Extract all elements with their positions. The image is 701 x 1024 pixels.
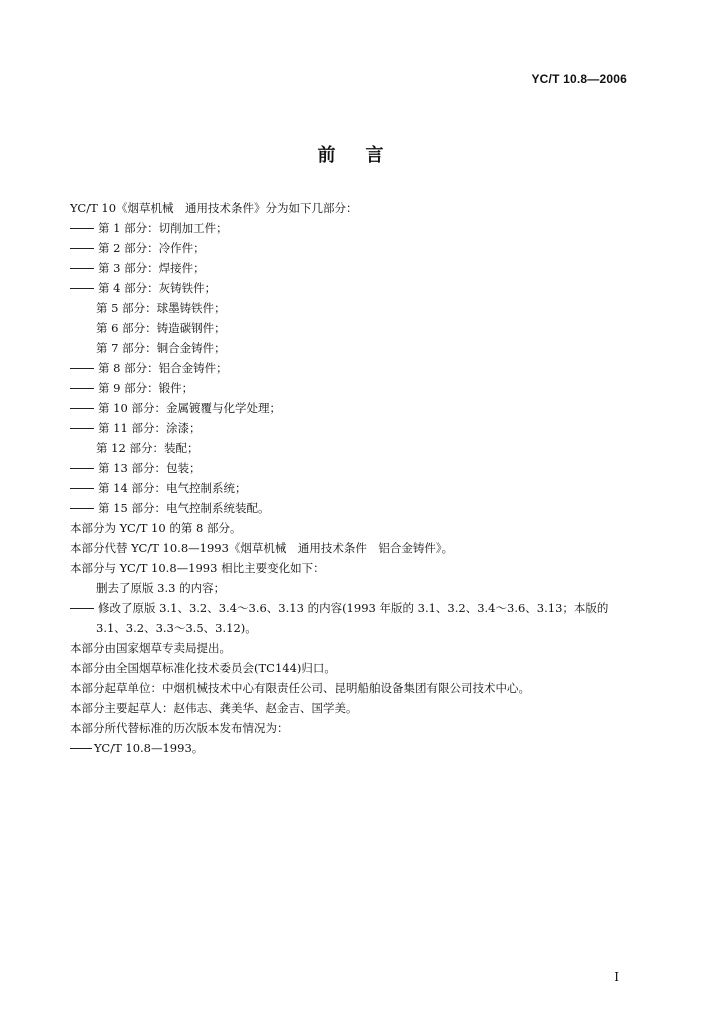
paragraph-line: [70, 518, 636, 538]
page-number: I: [614, 970, 619, 984]
document-body: [70, 198, 636, 758]
em-dash-marker: [70, 248, 94, 249]
em-dash-marker: [70, 748, 92, 749]
line-text: 第 2 部分：冷作件；: [98, 241, 205, 255]
paragraph-line: [70, 438, 636, 458]
paragraph-line: [70, 638, 636, 658]
line-text: 删去了原版 3.3 的内容；: [96, 581, 226, 595]
paragraph-line: [70, 558, 636, 578]
line-text: 第 14 部分：电气控制系统；: [98, 481, 247, 495]
em-dash-marker: [70, 608, 94, 609]
paragraph-line: [70, 678, 636, 698]
line-text: 第 11 部分：涂漆；: [98, 421, 201, 435]
paragraph-line: [70, 298, 636, 318]
line-text: 第 12 部分：装配；: [96, 441, 199, 455]
line-text: 修改了原版 3.1、3.2、3.4～3.6、3.13 的内容(1993 年版的 3.1、3.2、3.4～3.6、3.13；本版的: [98, 601, 609, 615]
paragraph-line: [70, 578, 636, 598]
em-dash-marker: [70, 368, 94, 369]
line-text: 本部分由全国烟草标准化技术委员会(TC144)归口。: [70, 661, 336, 675]
list-item: [70, 458, 636, 478]
line-text: 3.1、3.2、3.3～3.5、3.12)。: [96, 621, 257, 635]
paragraph-line: [70, 318, 636, 338]
em-dash-marker: [70, 388, 94, 389]
em-dash-marker: [70, 288, 94, 289]
list-item: [70, 278, 636, 298]
page-title: 前言: [317, 145, 414, 166]
paragraph-line: [70, 538, 636, 558]
paragraph-line: [70, 198, 636, 218]
line-text: 第 15 部分：电气控制系统装配。: [98, 501, 270, 515]
paragraph-line: [70, 618, 636, 638]
list-item: [70, 218, 636, 238]
paragraph-line: [70, 658, 636, 678]
line-text: 第 6 部分：铸造碳钢件；: [96, 321, 226, 335]
line-text: YC/T 10《烟草机械 通用技术条件》分为如下几部分：: [70, 201, 358, 215]
list-item: [70, 378, 636, 398]
line-text: 本部分主要起草人：赵伟志、龚美华、赵金吉、国学美。: [70, 701, 358, 715]
line-text: 第 1 部分：切削加工件；: [98, 221, 228, 235]
line-text: 第 8 部分：铝合金铸件；: [98, 361, 228, 375]
list-item: [70, 258, 636, 278]
list-item: [70, 738, 636, 758]
line-text: 第 9 部分：锻件；: [98, 381, 194, 395]
line-text: 第 13 部分：包装；: [98, 461, 201, 475]
line-text: 第 7 部分：铜合金铸件；: [96, 341, 226, 355]
line-text: 第 10 部分：金属镀覆与化学处理；: [98, 401, 281, 415]
em-dash-marker: [70, 228, 94, 229]
line-text: 本部分起草单位：中烟机械技术中心有限责任公司、昆明船舶设备集团有限公司技术中心。: [70, 681, 530, 695]
list-item: [70, 238, 636, 258]
paragraph-line: [70, 338, 636, 358]
line-text: 本部分代替 YC/T 10.8—1993《烟草机械 通用技术条件 铝合金铸件》。: [70, 541, 454, 555]
list-item: [70, 418, 636, 438]
line-text: 本部分为 YC/T 10 的第 8 部分。: [70, 521, 242, 535]
line-text: 第 3 部分：焊接件；: [98, 261, 205, 275]
em-dash-marker: [70, 488, 94, 489]
list-item: [70, 358, 636, 378]
line-text: 第 4 部分：灰铸铁件；: [98, 281, 217, 295]
list-item: [70, 498, 636, 518]
em-dash-marker: [70, 268, 94, 269]
em-dash-marker: [70, 468, 94, 469]
line-text: 本部分由国家烟草专卖局提出。: [70, 641, 231, 655]
line-text: 第 5 部分：球墨铸铁件；: [96, 301, 226, 315]
line-text: 本部分所代替标准的历次版本发布情况为：: [70, 721, 289, 735]
line-text: YC/T 10.8—1993。: [94, 741, 204, 755]
em-dash-marker: [70, 428, 94, 429]
paragraph-line: [70, 718, 636, 738]
list-item: [70, 398, 636, 418]
list-item: [70, 478, 636, 498]
line-text: 本部分与 YC/T 10.8—1993 相比主要变化如下：: [70, 561, 325, 575]
paragraph-line: [70, 698, 636, 718]
standard-number: YC/T 10.8—2006: [531, 72, 627, 86]
em-dash-marker: [70, 408, 94, 409]
list-item: [70, 598, 636, 618]
em-dash-marker: [70, 508, 94, 509]
